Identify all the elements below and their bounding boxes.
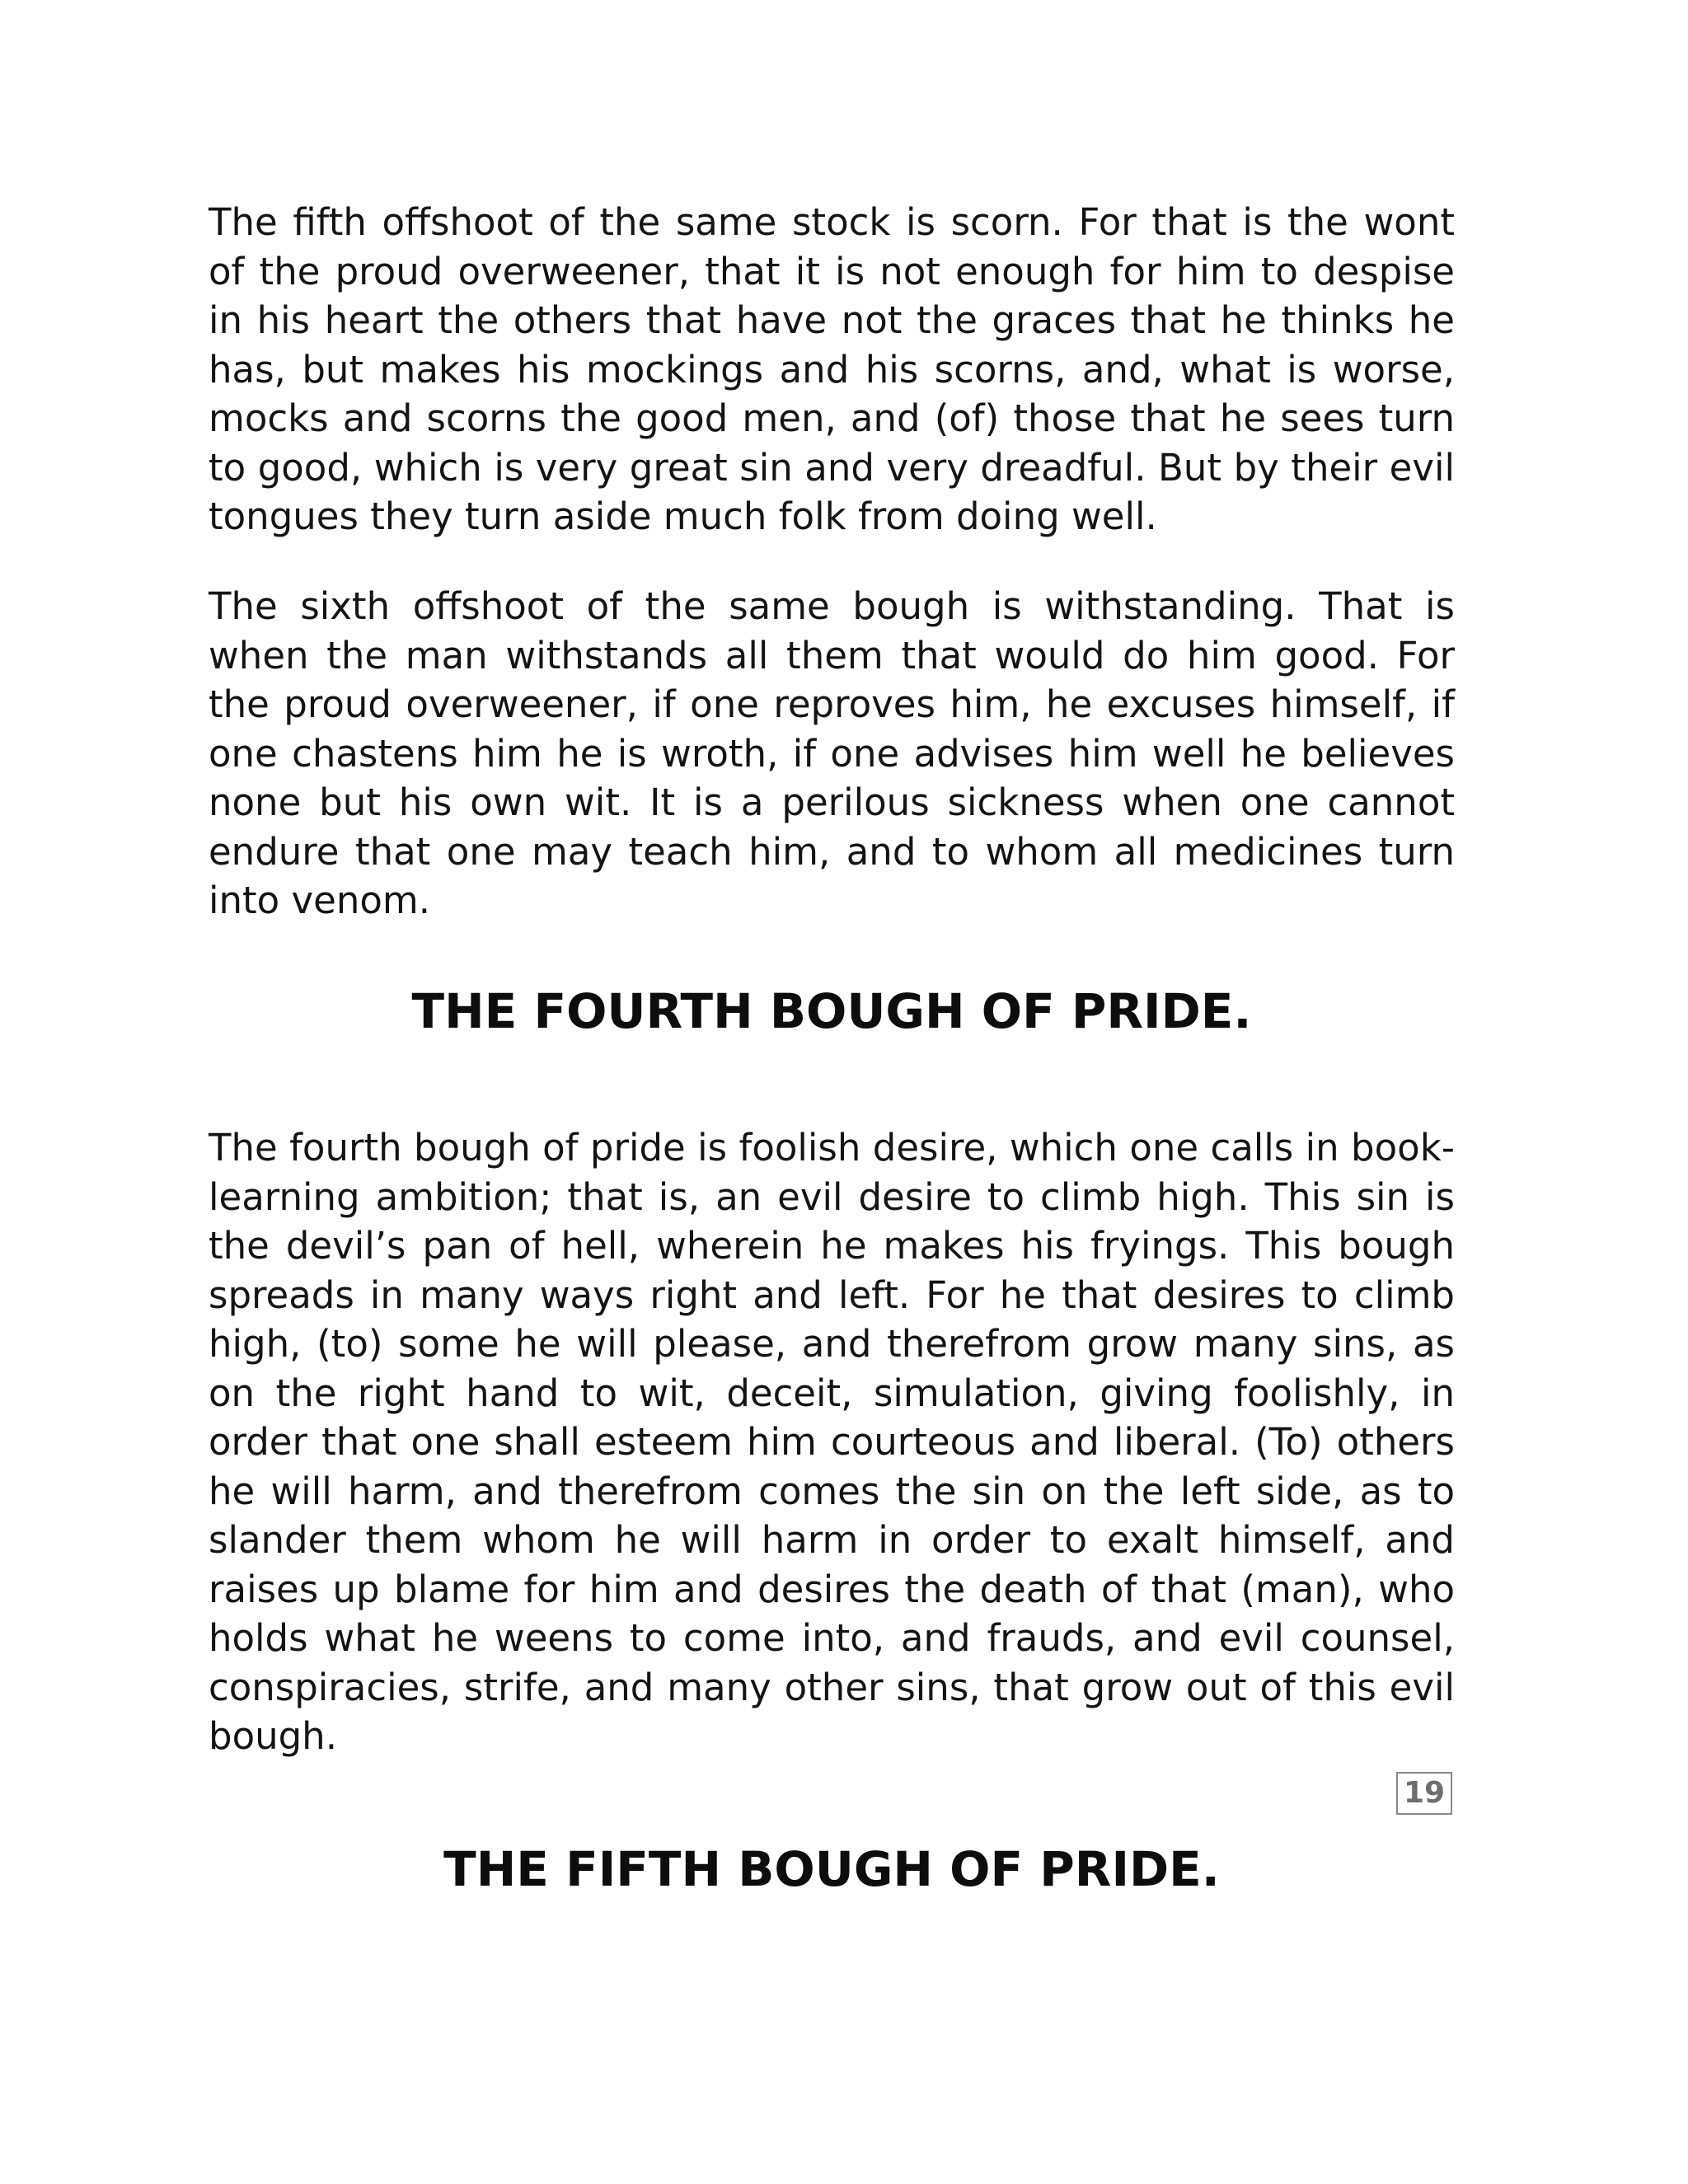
- paragraph-fifth-offshoot: The fifth offshoot of the same stock is scorn. For that is the wont of the proud overweener, that it is not enough for him to despise in his heart the others that have not the graces that he thinks he has, but makes his mockings and his scorns, and, what is worse, mocks and scorns the good men, and (of) those that he sees turn to good, which is very great sin and very dreadful. But by their evil tongues they turn aside much folk from doing well.: [209, 200, 1455, 538]
- paragraph-sixth-offshoot: The sixth offshoot of the same bough is withstanding. That is when the man withstands all them that would do him good. For the proud overweener, if one reproves him, he excuses himself, if one chastens him he is wroth, if one advises him well he believes none but his own wit. It is a perilous sickness when one cannot endure that one may teach him, and to whom all medicines turn into venom.: [209, 584, 1455, 922]
- paragraph-fourth-bough: The fourth bough of pride is foolish desire, which one calls in book-learning ambition; that is, an evil desire to climb high. This sin is the devil’s pan of hell, wherein he makes his fryings. This bough spreads in many ways right and left. For he that desires to climb high, (to) some he will please, and therefrom grow many sins, as on the right hand to wit, deceit, simulation, giving foolishly, in order that one shall esteem him courteous and liberal. (To) others he will harm, and therefrom comes the sin on the left side, as to slander them whom he will harm in order to exalt himself, and raises up blame for him and desires the death of that (man), who holds what he weens to come into, and frauds, and evil counsel, conspiracies, strife, and many other sins, that grow out of this evil bough.: [209, 1126, 1455, 1758]
- page-number-badge: 19: [1396, 1772, 1452, 1815]
- section-heading-fifth-bough: THE FIFTH BOUGH OF PRIDE.: [443, 1841, 1220, 1897]
- section-heading-fourth-bough: THE FOURTH BOUGH OF PRIDE.: [411, 983, 1252, 1039]
